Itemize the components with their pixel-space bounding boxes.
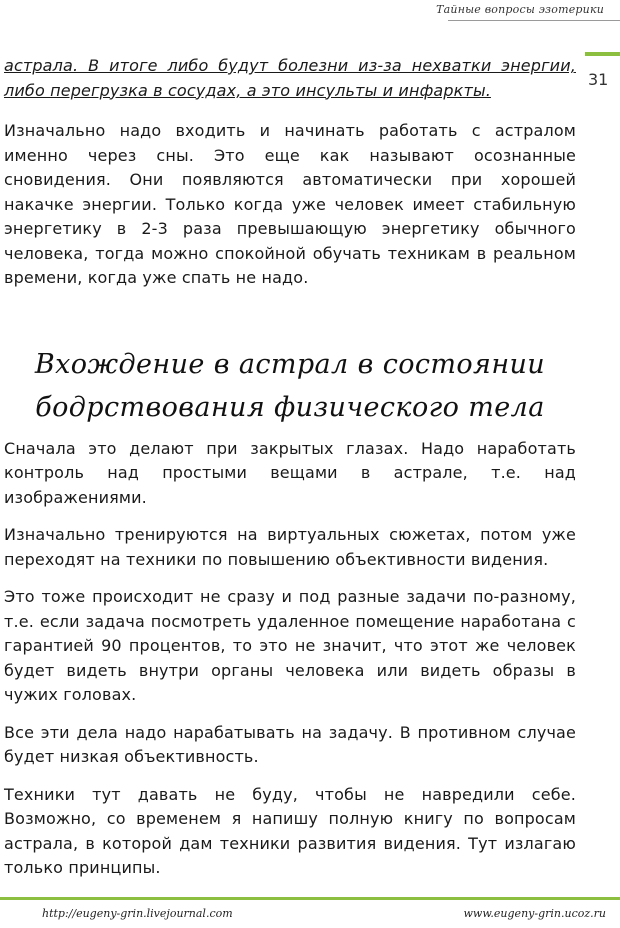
page-body bbox=[4, 54, 576, 894]
footer-link-livejournal[interactable]: http://eugeny-grin.livejournal.com bbox=[42, 907, 233, 920]
page-number: 31 bbox=[588, 70, 609, 89]
paragraph: Сначала это делают при закрытых глазах. Надо наработать контроль над простыми вещами в астрале, т.е. над изображениями. bbox=[4, 438, 576, 507]
section-heading-line-1: Вхождение в астрал в состоянии bbox=[34, 348, 546, 380]
section-heading bbox=[4, 343, 576, 429]
footer-link-site[interactable]: www.eugeny-grin.ucoz.ru bbox=[463, 907, 606, 920]
section-heading-line-2: бодрствования физического тела bbox=[35, 391, 545, 423]
header-divider bbox=[448, 20, 620, 21]
paragraph: Все эти дела надо нарабатывать на задачу. В противном случае будет низкая объективность. bbox=[4, 722, 576, 766]
paragraph: Изначально надо входить и начинать работать с астралом именно через сны. Это еще как называют осознанные сновидения. Они появляются автоматически при хорошей накачке энергии. Только когда уже человек имеет стабильную энергетику в 2-3 раза превышающую энергетику обычного человека, тогда можно спокойной обучать техникам в реальном времени, когда уже спать не надо. bbox=[4, 121, 576, 287]
paragraph: Техники тут давать не буду, чтобы не навредили себе. Возможно, со временем я напишу полную книгу по вопросам астрала, в которой дам техники развития видения. Тут излагаю только принципы. bbox=[4, 784, 576, 877]
paragraph: Это тоже происходит не сразу и под разные задачи по-разному, т.е. если задача посмотреть удаленное помещение наработана с гарантией 90 процентов, то это не значит, что этот же человек будет видеть внутри органы человека или видеть образы в чужих головах. bbox=[4, 587, 576, 704]
running-header-title: Тайные вопросы эзотерики bbox=[436, 3, 604, 16]
accent-bar-top bbox=[585, 52, 620, 56]
accent-bar-bottom bbox=[0, 897, 620, 900]
paragraph: Изначально тренируются на виртуальных сюжетах, потом уже переходят на техники по повышению объективности видения. bbox=[4, 525, 576, 569]
paragraph-continued: астрала. В итоге либо будут болезни из-за нехватки энергии, либо перегрузка в сосудах, а это инсульты и инфаркты. bbox=[4, 56, 576, 100]
